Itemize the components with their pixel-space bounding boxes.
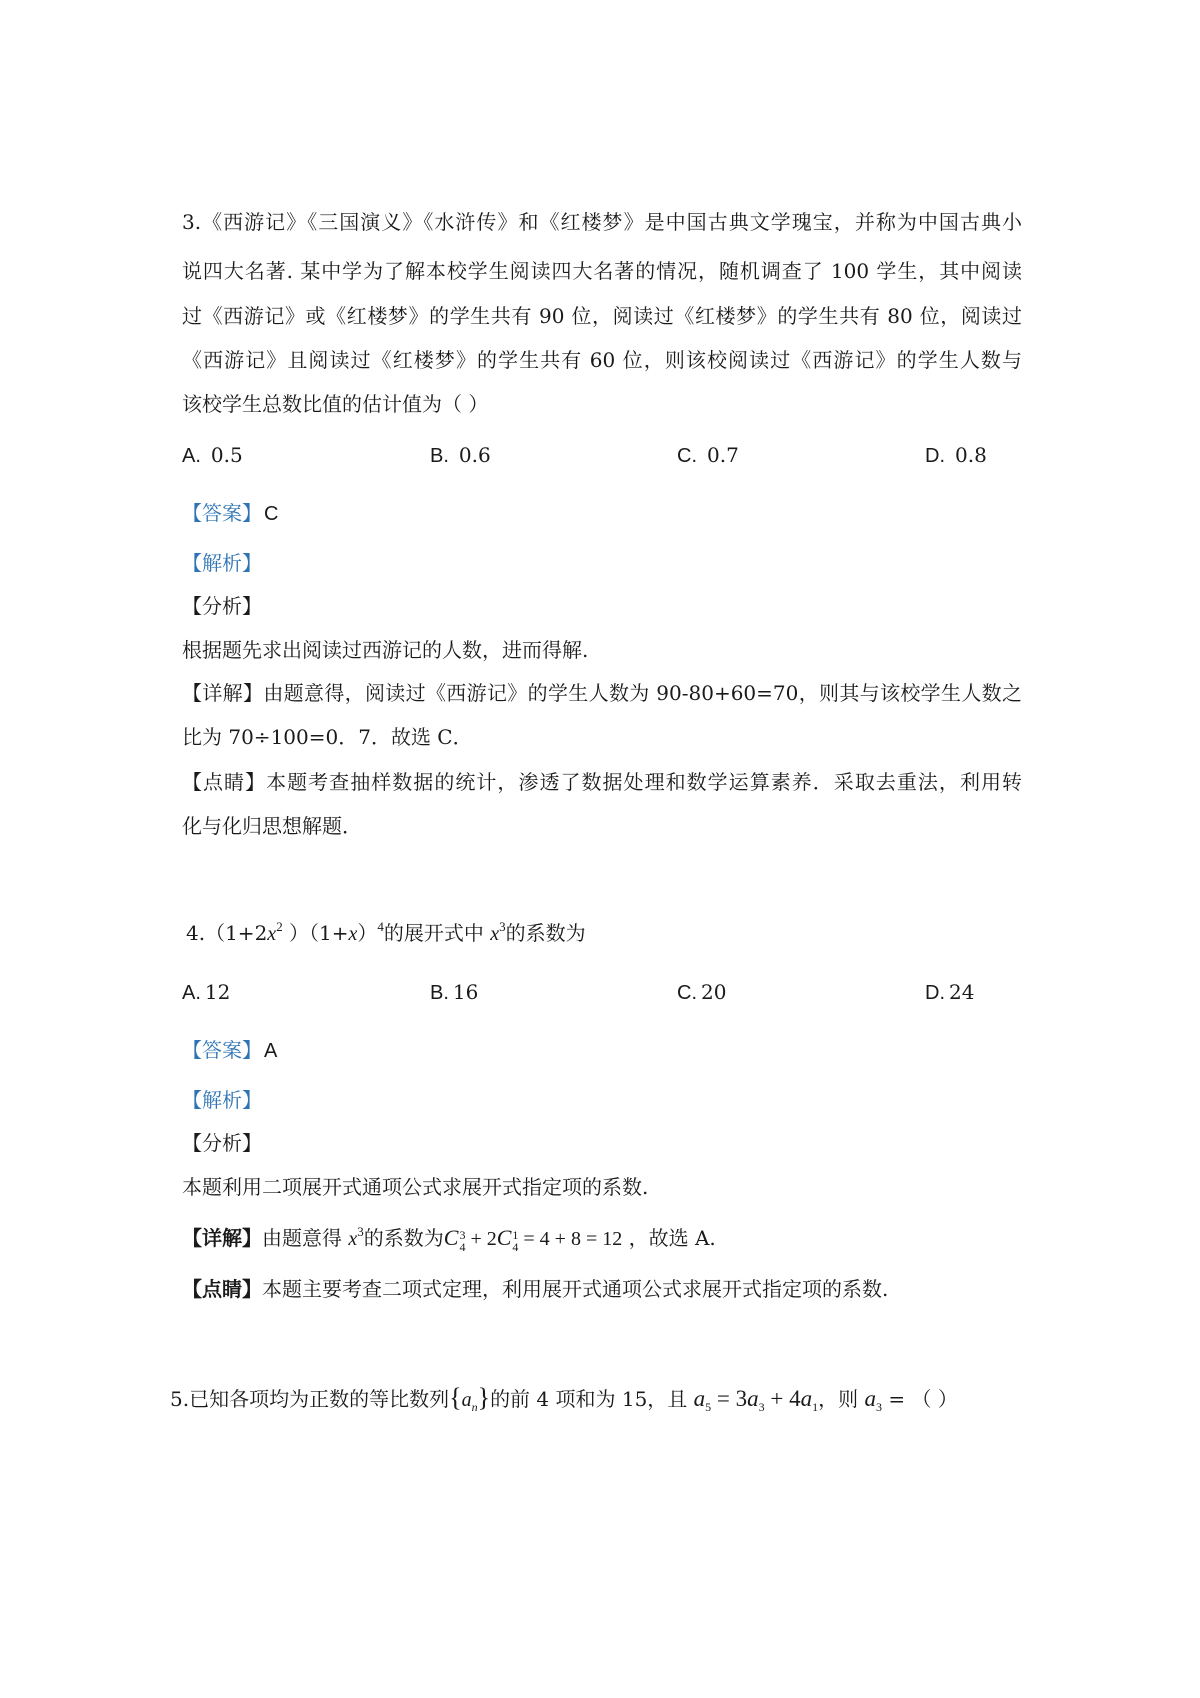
math-result: = 4 + 8 = 12 <box>518 1228 623 1250</box>
term-variable: a <box>693 1386 706 1411</box>
term-index: 3 <box>758 1400 765 1414</box>
q3-analysis-heading: 【分析】 <box>182 594 262 618</box>
equation-term <box>693 1386 712 1414</box>
exponent: 3 <box>357 1224 364 1239</box>
q3-stem-line-1: 3.《西游记》《三国演义》《水浒传》和《红楼梦》是中国古典文学瑰宝，并称为中国古典小 <box>182 210 1022 234</box>
q4-answer <box>182 1036 1022 1064</box>
option-value: 0.6 <box>458 443 491 467</box>
q3-comment-line-2: 化与化归思想解题． <box>182 814 362 838</box>
variable-x: x <box>267 923 277 945</box>
equation-term <box>764 1386 819 1414</box>
left-brace: { <box>449 1383 462 1412</box>
q3-stem-line-2: 说四大名著. 某中学为了解本校学生阅读四大名著的情况，随机调查了 100 学生，其中阅读 <box>182 259 1022 283</box>
equation-term <box>711 1386 765 1414</box>
q3-detail-line-2: 比为 70÷100=0．7．故选 C． <box>182 725 473 749</box>
q3-stem-line-3: 过《西游记》或《红楼梦》的学生共有 90 位，阅读过《红楼梦》的学生共有 80 位，阅读过 <box>182 304 1022 328</box>
stem-text: 的前 4 项和为 15，且 <box>490 1387 694 1411</box>
exponent: 3 <box>499 919 506 934</box>
q3-option-b <box>430 441 491 469</box>
q4-comment <box>182 1275 1022 1303</box>
variable-x: x <box>490 923 500 945</box>
target-term <box>864 1386 883 1414</box>
stem-text: ） <box>357 921 378 945</box>
q3-option-c <box>677 441 739 469</box>
q4-stem <box>186 919 1026 947</box>
comment-label: 【点睛】 <box>182 770 267 794</box>
option-value: 24 <box>949 980 975 1004</box>
combination-base: C <box>443 1225 459 1250</box>
q4-option-d <box>925 978 974 1006</box>
exponent: 2 <box>276 919 283 934</box>
term-variable: a <box>747 1386 759 1411</box>
answer-label: 【答案】 <box>182 501 262 525</box>
q4-option-a <box>182 978 230 1006</box>
q4-option-c <box>677 978 726 1006</box>
option-value: 16 <box>452 980 479 1004</box>
answer-value: C <box>264 503 279 525</box>
answer-value: A <box>264 1040 278 1062</box>
stem-text: 的展开式中 <box>383 921 491 945</box>
stem-text: 5.已知各项均为正数的等比数列 <box>170 1387 450 1411</box>
q3-comment-line-1 <box>182 768 1022 796</box>
option-value: 0.8 <box>955 443 987 467</box>
solution-label: 【解析】 <box>182 551 262 575</box>
combination-sup: 1 <box>512 1228 519 1242</box>
detail-text: 的系数为 <box>363 1226 444 1250</box>
q3-answer <box>182 499 1022 527</box>
term-index: 3 <box>876 1400 882 1414</box>
sequence-variable: a <box>461 1389 472 1411</box>
math-operator: + 2 <box>465 1228 497 1250</box>
option-value: 20 <box>701 980 727 1004</box>
option-letter: A. <box>182 445 201 467</box>
exponent: 4 <box>377 919 384 934</box>
option-letter: D. <box>925 982 945 1004</box>
q3-analysis-text: 根据题先求出阅读过西游记的人数，进而得解. <box>182 638 589 662</box>
q4-analysis-text: 本题利用二项展开式通项公式求展开式指定项的系数. <box>182 1175 649 1199</box>
detail-label: 【详解】 <box>182 1226 262 1250</box>
option-letter: B. <box>430 982 449 1004</box>
term-index: 1 <box>812 1400 819 1414</box>
q4-detail <box>182 1222 1022 1254</box>
combination-base: C <box>496 1225 512 1250</box>
q4-analysis-heading: 【分析】 <box>182 1131 262 1155</box>
q3-option-d <box>925 441 987 469</box>
q3-solution-heading <box>182 549 1022 577</box>
option-value: 0.7 <box>707 443 739 467</box>
term-coefficient: + 4 <box>764 1386 801 1411</box>
q3-option-a <box>182 441 243 469</box>
stem-text: 的系数为 <box>505 921 586 945</box>
comment-text: 本题主要考查二项式定理，利用展开式通项公式求展开式指定项的系数. <box>262 1277 889 1301</box>
option-value: 0.5 <box>210 443 243 467</box>
combination-sub: 4 <box>512 1240 519 1254</box>
q3-detail-line-1 <box>182 679 1022 707</box>
option-letter: B. <box>430 445 449 467</box>
stem-text: ）（1+ <box>282 921 349 945</box>
q5-stem <box>170 1382 1070 1414</box>
detail-text: 由题意得 <box>262 1226 349 1250</box>
q4-solution-heading <box>182 1086 1022 1114</box>
answer-label: 【答案】 <box>182 1038 262 1062</box>
stem-text: 4.（1+2 <box>186 921 268 945</box>
term-variable: a <box>864 1386 876 1411</box>
option-letter: D. <box>925 445 945 467</box>
detail-label: 【详解】 <box>182 681 264 705</box>
option-letter: A. <box>182 982 201 1004</box>
combination-c-4-1 <box>497 1222 519 1254</box>
variable-x: x <box>348 923 358 945</box>
comment-text: 本题考查抽样数据的统计，渗透了数据处理和数学运算素养．采取去重法，利用转 <box>266 770 1022 794</box>
q4-option-b <box>430 978 478 1006</box>
solution-label: 【解析】 <box>182 1088 262 1112</box>
option-letter: C. <box>677 445 697 467</box>
term-variable: a <box>800 1386 813 1411</box>
detail-text: ，故选 A. <box>622 1226 716 1250</box>
term-index: 5 <box>705 1400 712 1414</box>
q3-stem-line-4: 《西游记》且阅读过《红楼梦》的学生共有 60 位，则该校阅读过《西游记》的学生人数与 <box>182 348 1022 372</box>
stem-text: = （ ） <box>882 1387 958 1411</box>
combination-c-4-3 <box>444 1222 466 1254</box>
q3-stem-line-5: 该校学生总数比值的估计值为（ ） <box>182 392 489 416</box>
comment-label: 【点睛】 <box>182 1277 262 1301</box>
right-brace: } <box>477 1383 491 1412</box>
stem-text: ，则 <box>818 1387 865 1411</box>
sequence-index: n <box>471 1400 478 1414</box>
term-coefficient: = 3 <box>711 1386 748 1411</box>
option-letter: C. <box>677 982 697 1004</box>
detail-text: 由题意得，阅读过《西游记》的学生人数为 90-80+60=70，则其与该校学生人数之 <box>263 681 1022 705</box>
combination-sub: 4 <box>459 1240 466 1254</box>
combination-sup: 3 <box>459 1228 466 1242</box>
option-value: 12 <box>204 980 231 1004</box>
variable-x: x <box>348 1228 358 1250</box>
